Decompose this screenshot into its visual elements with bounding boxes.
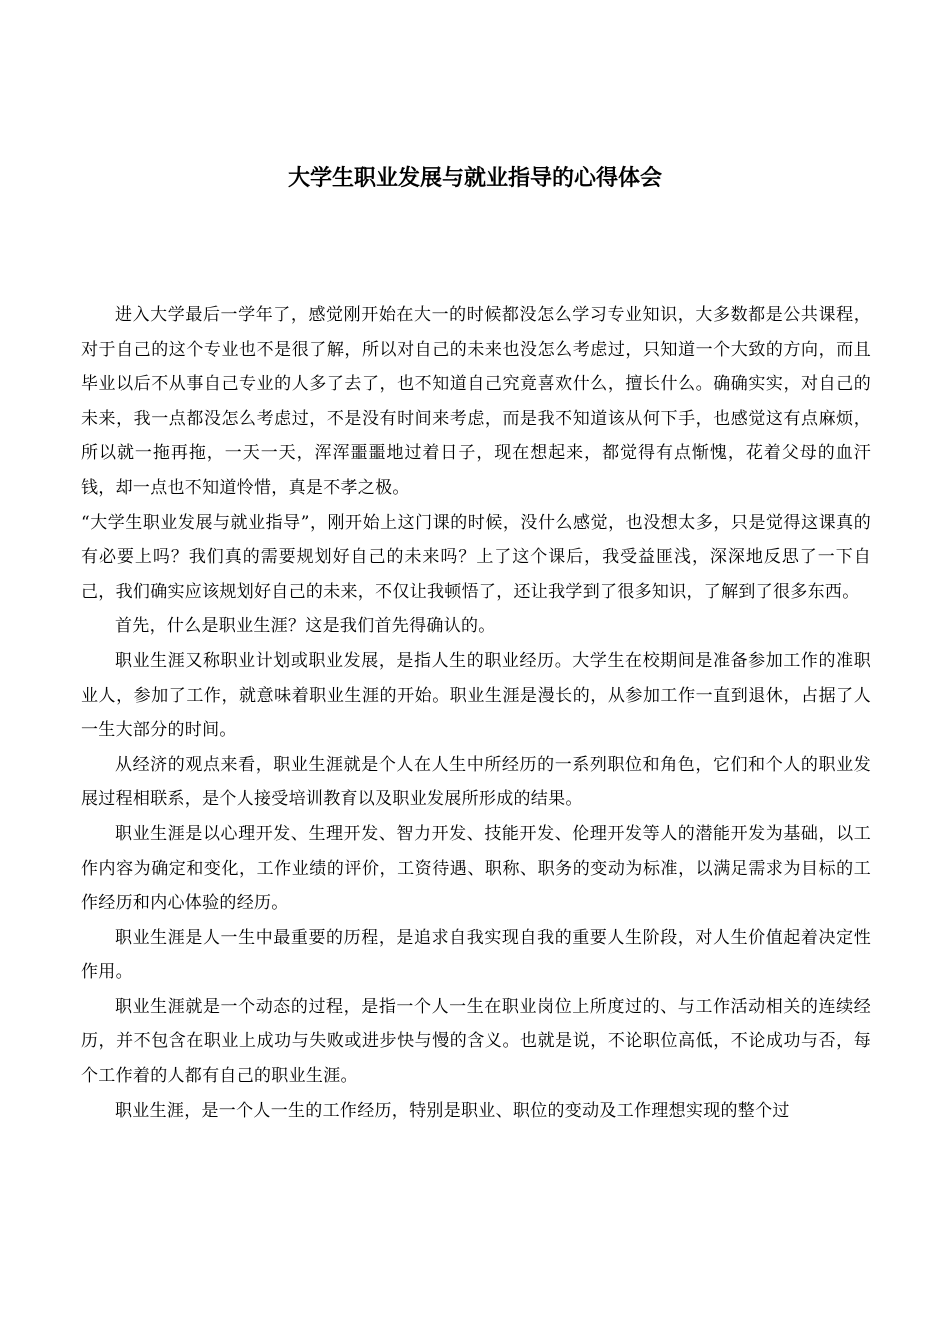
paragraph-definition: 职业生涯又称职业计划或职业发展，是指人生的职业经历。大学生在校期间是准备参加工作的准职业人，参加了工作，就意味着职业生涯的开始。职业生涯是漫长的，从参加工作一直到退休，占据了人一生大部分的时间。 xyxy=(81,650,871,741)
document-title: 大学生职业发展与就业指导的心得体会 xyxy=(287,166,662,191)
paragraph-question: 首先，什么是职业生涯？这是我们首先得确认的。 xyxy=(115,616,496,637)
paragraph-dynamic-process: 职业生涯就是一个动态的过程，是指一个人一生在职业岗位上所度过的、与工作活动相关的连续经历，并不包含在职业上成功与失败或进步快与慢的含义。也就是说，不论职位高低，不论成功与否，每个工作着的人都有自己的职业生涯。 xyxy=(81,996,871,1087)
paragraph-development: 职业生涯是以心理开发、生理开发、智力开发、技能开发、伦理开发等人的潜能开发为基础，以工作内容为确定和变化，工作业绩的评价，工资待遇、职称、职务的变动为标准，以满足需求为目标的工作经历和内心体验的经历。 xyxy=(81,823,871,914)
document-body xyxy=(81,298,871,1128)
paragraph-economic-view: 从经济的观点来看，职业生涯就是个人在人生中所经历的一系列职位和角色，它们和个人的职业发展过程相联系，是个人接受培训教育以及职业发展所形成的结果。 xyxy=(81,754,871,810)
paragraph-intro: 进入大学最后一学年了，感觉刚开始在大一的时候都没怎么学习专业知识，大多数都是公共课程，对于自己的这个专业也不是很了解，所以对自己的未来也没怎么考虑过，只知道一个大致的方向，而且毕业以后不从事自己专业的人多了去了，也不知道自己究竟喜欢什么，擅长什么。确确实实，对自己的未来，我一点都没怎么考虑过，不是没有时间来考虑，而是我不知道该从何下手，也感觉这有点麻烦，所以就一拖再拖，一天一天，浑浑噩噩地过着日子，现在想起来，都觉得有点惭愧，花着父母的血汗钱，却一点也不知道怜惜，真是不孝之极。 xyxy=(81,305,871,498)
paragraph-work-history: 职业生涯，是一个人一生的工作经历，特别是职业、职位的变动及工作理想实现的整个过 xyxy=(115,1100,790,1121)
paragraph-importance: 职业生涯是人一生中最重要的历程，是追求自我实现自我的重要人生阶段，对人生价值起着决定性作用。 xyxy=(81,927,871,983)
paragraph-course: “大学生职业发展与就业指导”，刚开始上这门课的时候，没什么感觉，也没想太多，只是觉得这课真的有必要上吗？我们真的需要规划好自己的未来吗？上了这个课后，我受益匪浅，深深地反思了一下自己，我们确实应该规划好自己的未来，不仅让我顿悟了，还让我学到了很多知识，了解到了很多东西。 xyxy=(81,512,871,602)
